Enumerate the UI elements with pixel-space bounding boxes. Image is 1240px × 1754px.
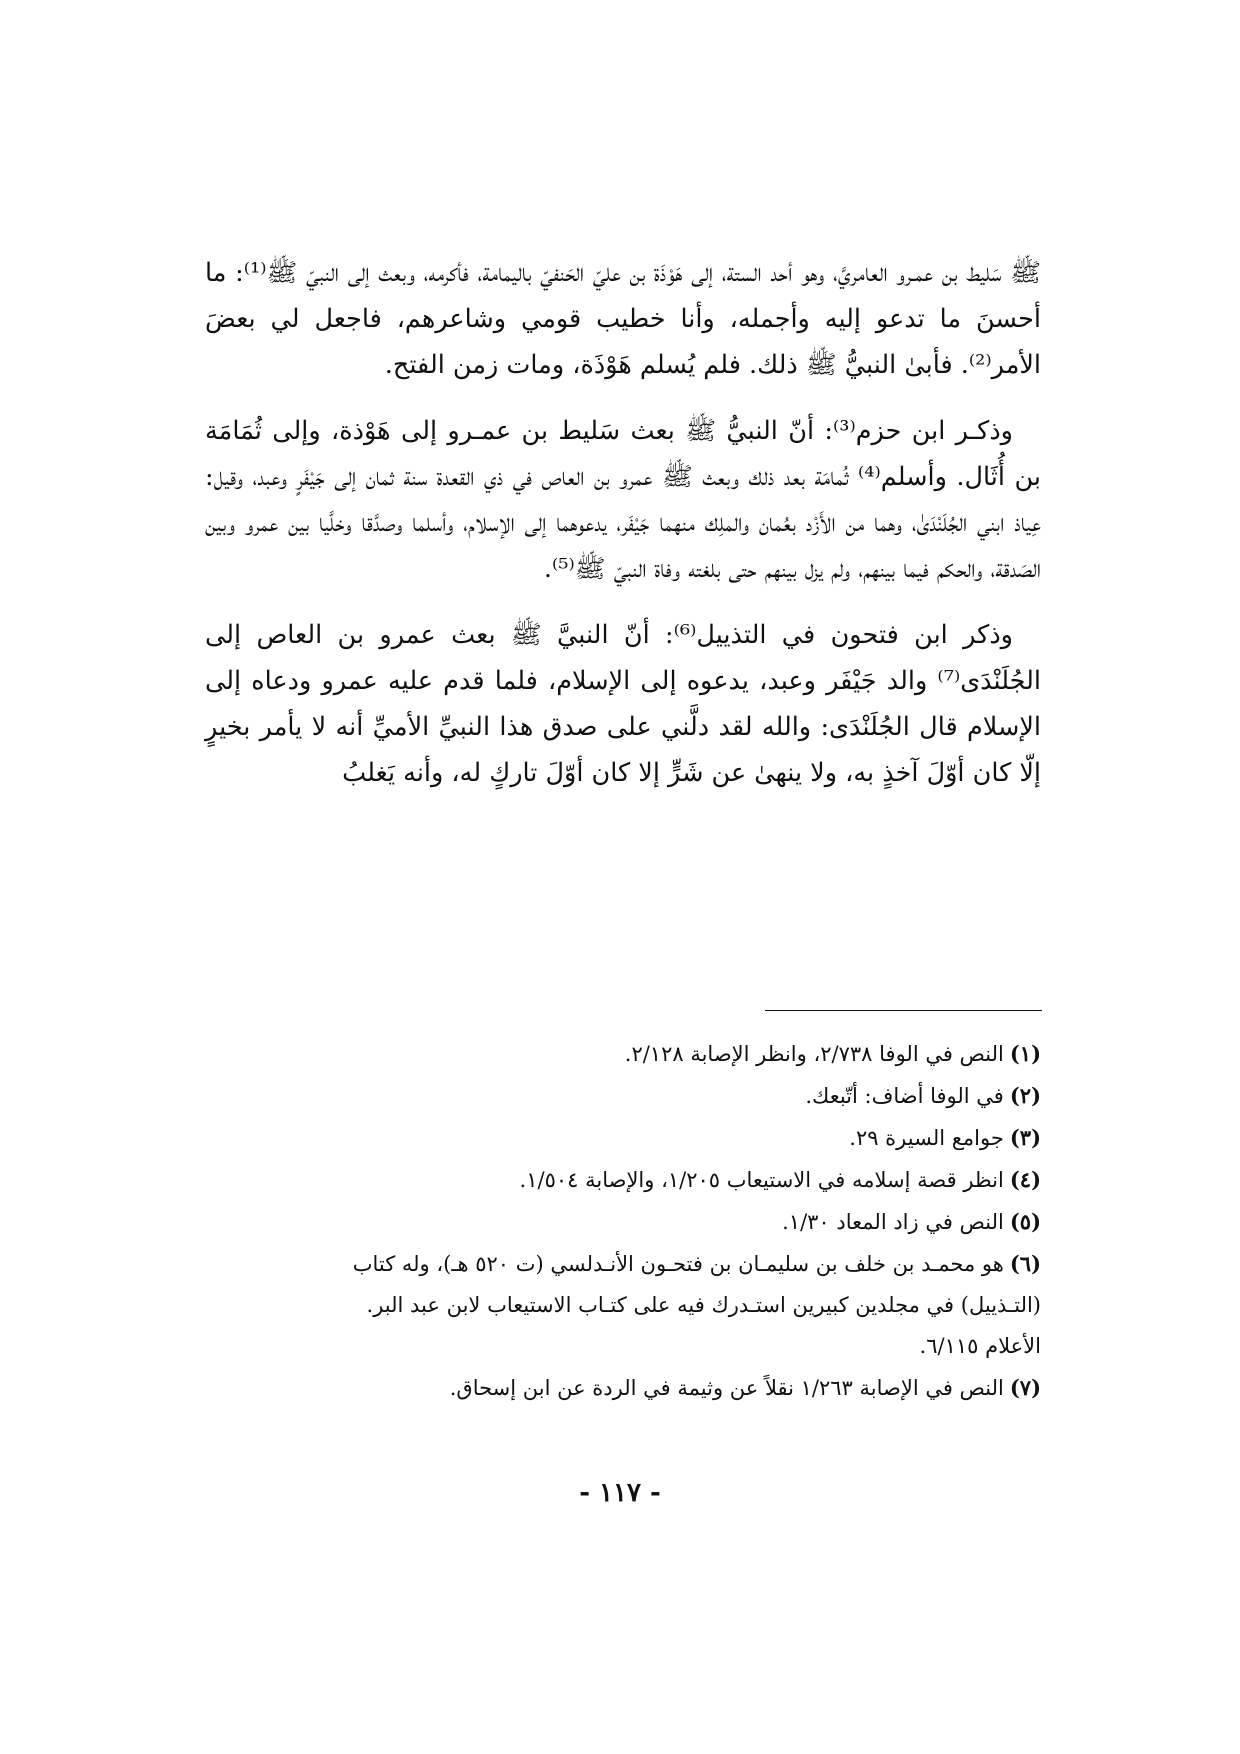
- footnote-text: النص في الوفا ٢/٧٣٨، وانظر الإصابة ٢/١٢٨.: [624, 1042, 1004, 1066]
- footnote-text: جوامع السيرة ٢٩.: [849, 1126, 1004, 1150]
- footnote-text: النص في زاد المعاد ١/٣٠.: [782, 1210, 1004, 1234]
- footnote-6-continuation: (التـذييل) في مجلدين كبيرين استـدرك فيه على كتـاب الاستيعاب لابن عبد البر.: [366, 1293, 1041, 1317]
- paragraph-3: وذكر ابن فتحون في التذييل⁽⁶⁾: أنّ النبيَّ ﷺ بعث عمرو بن العاص إلى الجُلَنْدَى⁽⁷⁾ والد جَيْفَر وعبد، يدعوه إلى الإسلام، فلما قدم عليه عمرو ودعاه إلى الإسلام قال الجُلَنْدَى: والله لقد دلَّني على صدق هذا النبيِّ الأميِّ أنه لا يأمر بخيرٍ إلّا كان أوّلَ آخذٍ به، ولا ينهىٰ عن شَرٍّ إلا كان أوّلَ تاركٍ له، وأنه يَغلبُ: [205, 620, 1041, 788]
- footnote-number: (٦): [1009, 1251, 1041, 1276]
- footnote-text: انظر قصة إسلامه في الاستيعاب ١/٢٠٥، والإصابة ١/٥٠٤.: [519, 1168, 1004, 1192]
- footnotes-list: [205, 1033, 1041, 1409]
- footnote-6-continuation: الأعلام ٦/١١٥.: [919, 1334, 1041, 1358]
- footnote-number: (٥): [1009, 1209, 1041, 1234]
- footnote-3: [205, 1117, 1041, 1159]
- footnote-4: [205, 1159, 1041, 1201]
- footnote-text: هو محمـد بن خلف بن سليمـان بن فتحـون الأنـدلسي (ت ٥٢٠ هـ)، وله كتاب: [352, 1252, 1004, 1276]
- paragraph-2: وذكـر ابن حزم⁽³⁾: أنّ النبيُّ ﷺ بعث سَليط بن عمـرو إلى هَوْذة، وإلى ثُمَامَة بن أُثَال. وأسلم⁽⁴⁾ ثُمامَة بعد ذلك وبعث ﷺ عمرو بن العاص في ذي القعدة سنة ثمان إلى جَيْفَرٍ وعبد، وقيل: عِياذ ابني الجُلَنْدَىٰ، وهما من الأَزْد بعُمان والملِك منهما جَيْفَر، يدعوهما إلى الإسلام، وأسلما وصدَّقا وخلَّيا بين عمرو وبين الصَدقة، والحكم فيما بينهم، ولم يزل بينهم حتى بلغته وفاة النبيّ ﷺ⁽⁵⁾.: [205, 416, 1042, 584]
- footnote-number: (٢): [1009, 1083, 1041, 1108]
- footnote-6: [205, 1243, 1041, 1285]
- footnote-separator: [765, 1010, 1042, 1011]
- footnote-number: (١): [1009, 1041, 1041, 1066]
- footnote-1: [205, 1033, 1041, 1075]
- footnote-number: (٧): [1009, 1375, 1041, 1400]
- paragraph-1: ﷺ سَليط بن عمـرو العامريَّ، وهو أحد الستة، إلى هَوْذَة بن عليّ الحَنفيّ باليمامة، فأكرمه، وبعث إلى النبيّ ﷺ⁽¹⁾: ما أحسنَ ما تدعو إليه وأجمله، وأنا خطيب قومي وشاعرهم، فاجعل لي بعضَ الأمر⁽²⁾. فأبىٰ النبيُّ ﷺ ذلك. فلم يُسلم هَوْذَة، ومات زمن الفتح.: [205, 258, 1042, 380]
- page-number: - ١١٧ -: [579, 1478, 661, 1508]
- footnote-5: [205, 1201, 1041, 1243]
- footnote-text: النص في الإصابة ١/٢٦٣ نقلاً عن وثيمة في الردة عن ابن إسحاق.: [449, 1376, 1004, 1400]
- footnote-number: (٤): [1009, 1167, 1041, 1192]
- footnote-2: [205, 1075, 1041, 1117]
- footnote-7: [205, 1367, 1041, 1409]
- footnote-number: (٣): [1009, 1125, 1041, 1150]
- footnote-text: في الوفا أضاف: أتّبعك.: [805, 1084, 1004, 1108]
- main-text: [205, 250, 1041, 816]
